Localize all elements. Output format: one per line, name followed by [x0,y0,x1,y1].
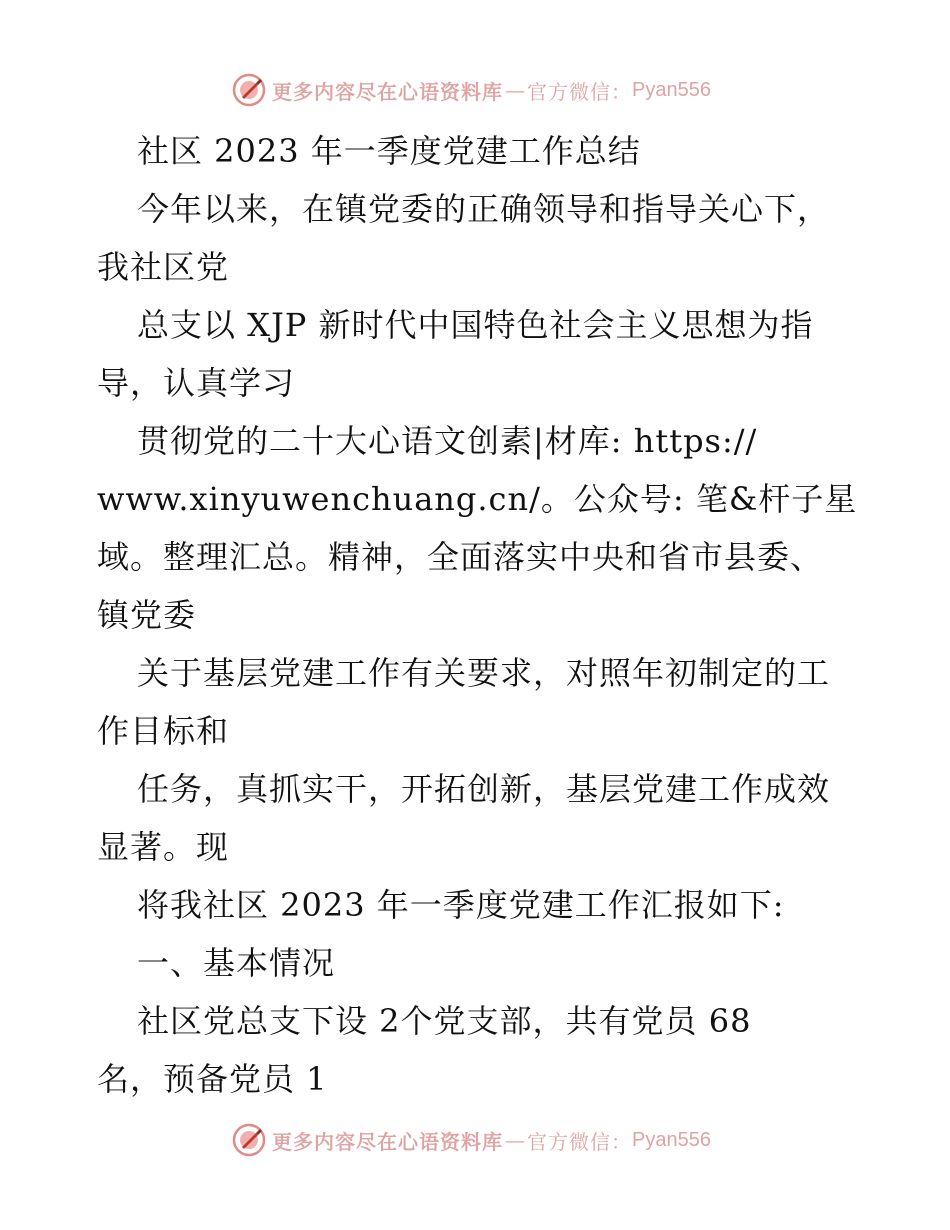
paragraph-line: 作目标和 [97,712,230,750]
pen-logo-icon [232,1123,266,1157]
paragraph-line: 我社区党 [97,248,230,286]
paragraph-line: 域。整理汇总。精神，全面落实中央和省市县委、 [97,538,824,576]
banner-wechat-id: Pyan556 [632,78,711,101]
banner-dash: — [505,1128,525,1152]
paragraph-line: 关于基层党建工作有关要求，对照年初制定的工 [137,654,831,692]
paragraph-line: 名，预备党员 1 [97,1060,328,1098]
paragraph-line: 任务，真抓实干，开拓创新，基层党建工作成效 [137,770,831,808]
banner-brand-text: 更多内容尽在心语资料库 [272,1129,503,1154]
paragraph-line: www.xinyuwenchuang.cn/。公众号: 笔&杆子星 [97,480,858,518]
document-title: 社区 2023 年一季度党建工作总结 [137,132,641,170]
banner-wechat-label: 官方微信： [527,1129,632,1154]
paragraph-line: 总支以 XJP 新时代中国特色社会主义思想为指 [137,306,814,344]
header-watermark-banner [232,70,711,110]
footer-watermark-banner [232,1120,711,1160]
paragraph-line: 将我社区 2023 年一季度党建工作汇报如下: [137,886,785,924]
banner-dash: — [505,78,525,102]
paragraph-line: 显著。现 [97,828,230,866]
document-body [97,122,867,1108]
paragraph-line: 镇党委 [97,596,197,634]
banner-brand-text: 更多内容尽在心语资料库 [272,79,503,104]
banner-wechat-id: Pyan556 [632,1128,711,1151]
section-heading: 一、基本情况 [137,944,336,982]
paragraph-line: 导，认真学习 [97,364,296,402]
paragraph-line: 今年以来，在镇党委的正确领导和指导关心下， [137,190,831,228]
pen-logo-icon [232,73,266,107]
banner-wechat-label: 官方微信： [527,79,632,104]
paragraph-line: 社区党总支下设 2个党支部，共有党员 68 [137,1002,752,1040]
paragraph-line: 贯彻党的二十大心语文创素|材库: https:// [137,422,758,460]
